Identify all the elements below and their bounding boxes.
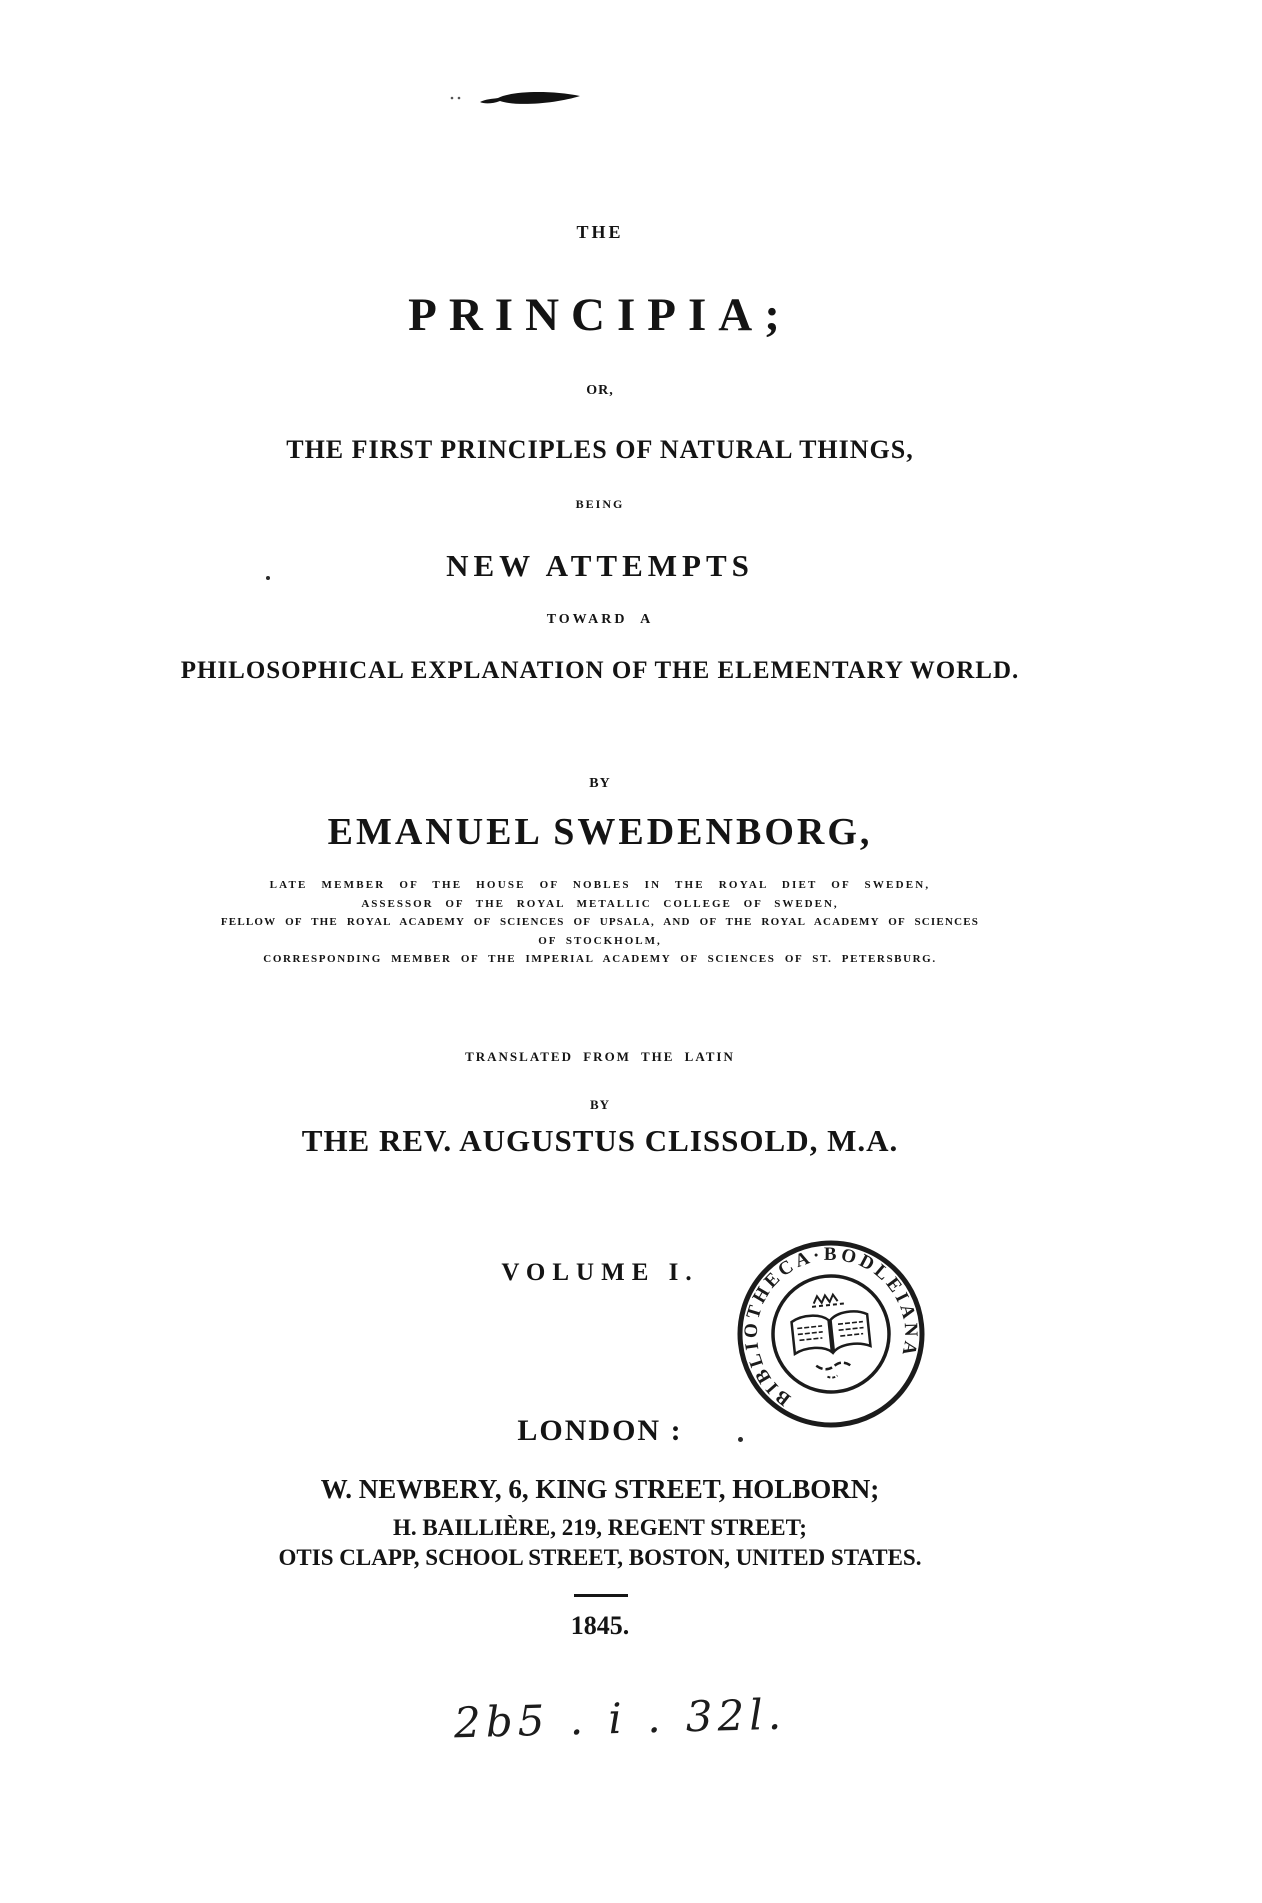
translator-name: THE REV. AUGUSTUS CLISSOLD, M.A. — [301, 1123, 899, 1158]
publisher-line: W. NEWBERY, 6, KING STREET, HOLBORN; — [320, 1474, 880, 1504]
being-label: BEING — [575, 497, 625, 511]
bodleian-library-stamp — [735, 1238, 927, 1430]
handwritten-shelfmark: 2b5 . i . 32l. — [453, 1689, 787, 1748]
by-label: BY — [589, 776, 611, 791]
stray-ink-dot — [738, 1437, 743, 1442]
ink-smear-mark — [440, 86, 590, 114]
credential-line: FELLOW OF THE ROYAL ACADEMY OF SCIENCES OF UPSALA, AND OF THE ROYAL ACADEMY OF SCIENCES — [220, 916, 980, 928]
credential-line: ASSESSOR OF THE ROYAL METALLIC COLLEGE OF SWEDEN, — [361, 897, 839, 910]
author-name: EMANUEL SWEDENBORG, — [327, 811, 873, 853]
credential-line: LATE MEMBER OF THE HOUSE OF NOBLES IN THE ROYAL DIET OF SWEDEN, — [269, 879, 931, 891]
author-credentials — [0, 876, 1200, 969]
divider-rule — [574, 1594, 628, 1597]
or-label: OR, — [586, 383, 614, 398]
series-label: THE — [576, 222, 624, 242]
imprint-city: LONDON : — [517, 1414, 683, 1447]
publisher-line: H. BAILLIÈRE, 219, REGENT STREET; — [393, 1515, 807, 1540]
credential-line: CORRESPONDING MEMBER OF THE IMPERIAL ACADEMY OF SCIENCES OF ST. PETERSBURG. — [263, 953, 937, 965]
stamp-ring-text: BIBLIOTHECA·BODLEIANA — [740, 1243, 922, 1410]
translator-by-label: BY — [589, 1097, 611, 1112]
translated-label: TRANSLATED FROM THE LATIN — [465, 1049, 735, 1064]
book-subtitle: THE FIRST PRINCIPLES OF NATURAL THINGS, — [286, 435, 914, 464]
attempts-heading: NEW ATTEMPTS — [446, 548, 754, 583]
stray-ink-dot — [266, 576, 270, 580]
toward-label: TOWARD A — [546, 612, 654, 627]
book-title: PRINCIPIA; — [408, 289, 792, 341]
credential-line: OF STOCKHOLM, — [538, 934, 662, 947]
volume-label: VOLUME I. — [501, 1259, 699, 1286]
publisher-line: OTIS CLAPP, SCHOOL STREET, BOSTON, UNITED STATES. — [278, 1545, 922, 1570]
explanation-heading: PHILOSOPHICAL EXPLANATION OF THE ELEMENTARY WORLD. — [180, 657, 1020, 684]
publication-year: 1845. — [570, 1611, 630, 1640]
